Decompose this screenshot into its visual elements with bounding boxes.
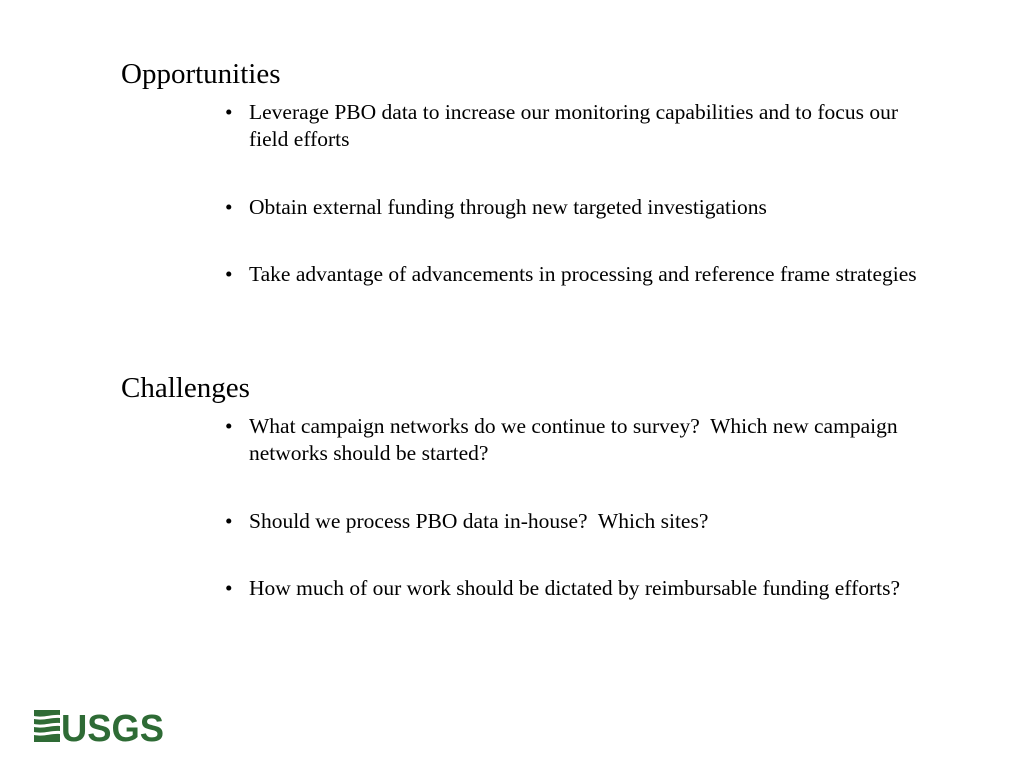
bullet-icon: • <box>225 414 233 438</box>
bullet-icon: • <box>225 262 233 286</box>
challenge-item-1 <box>225 413 925 467</box>
bullet-icon: • <box>225 576 233 600</box>
bullet-icon: • <box>225 100 233 124</box>
bullet-icon: • <box>225 195 233 219</box>
bullet-text: Leverage PBO data to increase our monitoring capabilities and to focus our field efforts <box>249 100 898 151</box>
usgs-logo-text: USGS <box>61 708 164 746</box>
bullet-text: Obtain external funding through new targeted investigations <box>249 195 767 219</box>
bullet-text: What campaign networks do we continue to survey? Which new campaign networks should be started? <box>249 414 903 465</box>
challenge-item-2 <box>225 508 708 535</box>
challenge-item-3 <box>225 575 900 602</box>
bullet-text: How much of our work should be dictated by reimbursable funding efforts? <box>249 576 901 600</box>
opportunities-heading: Opportunities <box>121 58 281 90</box>
challenges-heading: Challenges <box>121 372 250 404</box>
bullet-icon: • <box>225 509 233 533</box>
opportunity-item-3 <box>225 261 917 288</box>
usgs-wave-mark <box>34 710 60 742</box>
bullet-text: Should we process PBO data in-house? Which sites? <box>249 509 709 533</box>
opportunity-item-1 <box>225 99 925 153</box>
bullet-text: Take advantage of advancements in processing and reference frame strategies <box>249 262 917 286</box>
opportunity-item-2 <box>225 194 767 221</box>
usgs-logo <box>34 706 166 746</box>
